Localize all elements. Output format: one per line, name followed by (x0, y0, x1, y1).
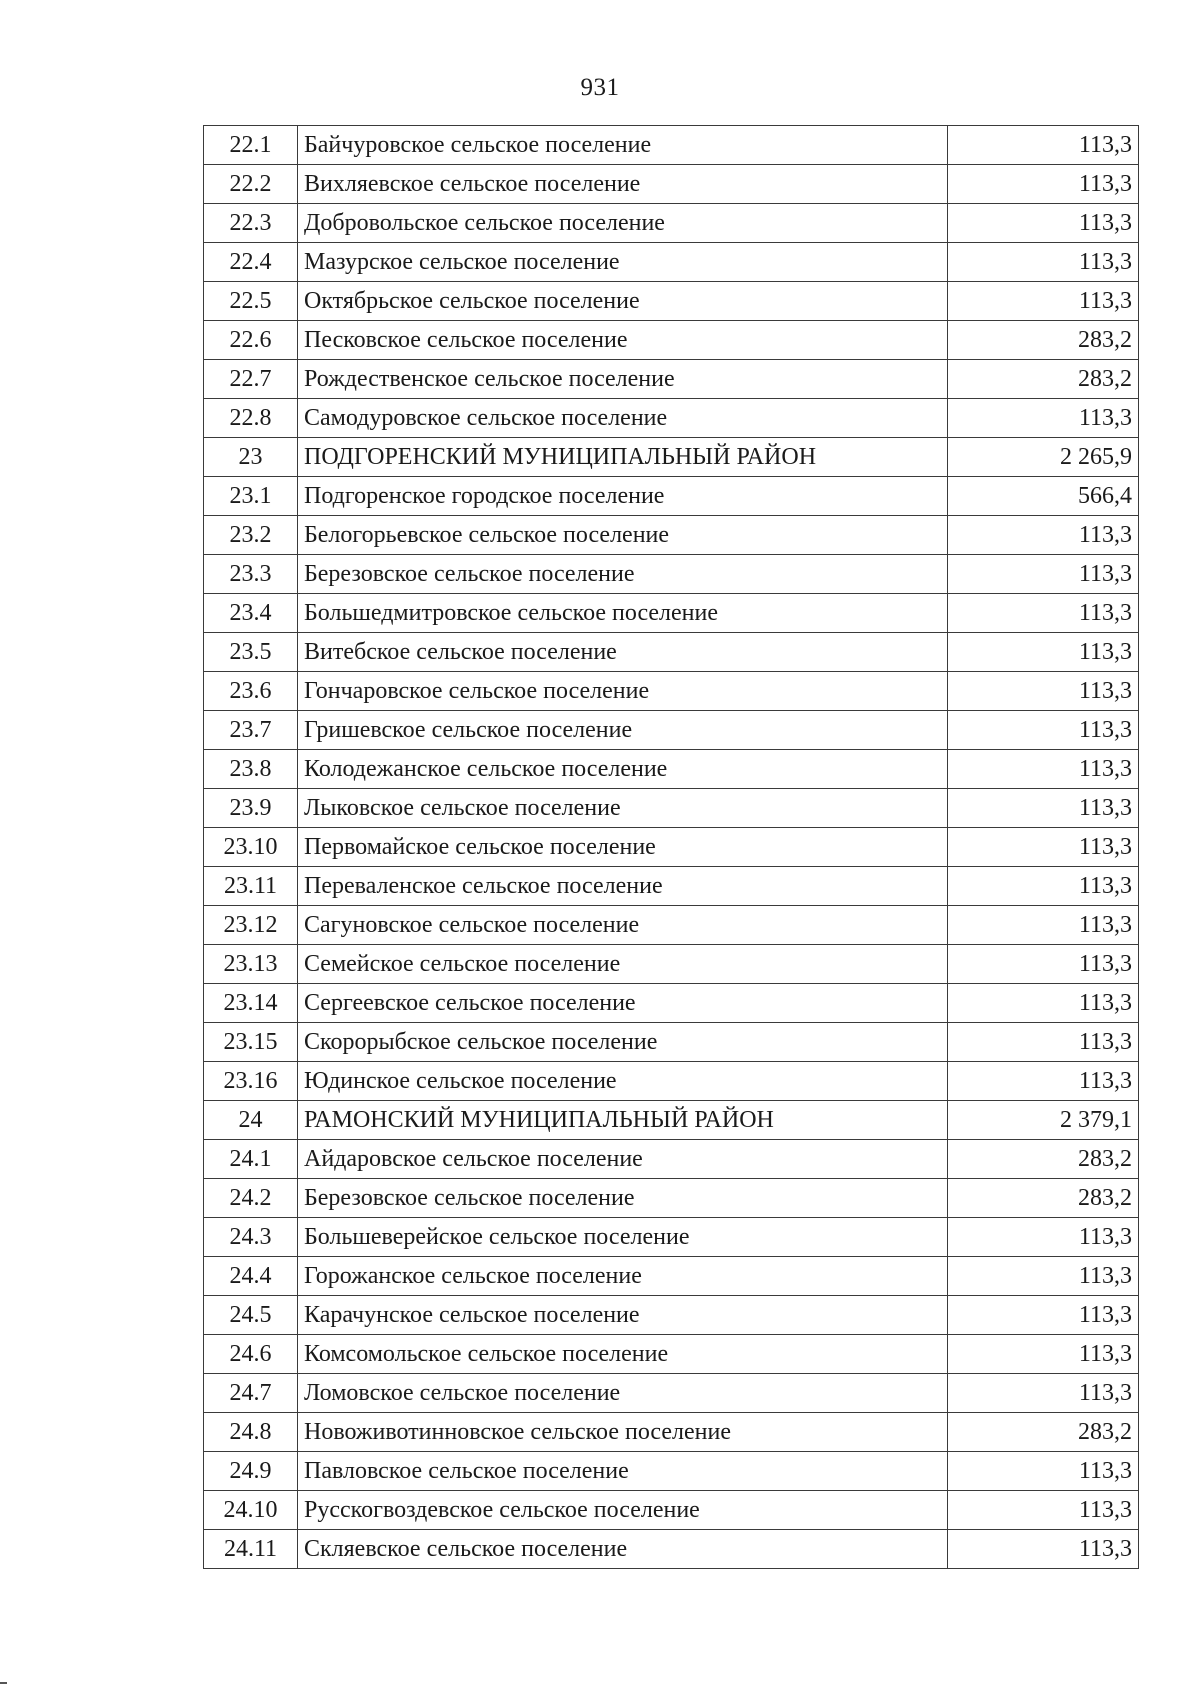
row-number: 24.9 (204, 1452, 298, 1491)
settlement-name: Большеверейское сельское поселение (298, 1218, 948, 1257)
amount-value: 113,3 (948, 906, 1139, 945)
amount-value: 113,3 (948, 1374, 1139, 1413)
settlement-name: Скляевское сельское поселение (298, 1530, 948, 1569)
table-row (204, 282, 1139, 321)
settlement-name: Витебское сельское поселение (298, 633, 948, 672)
settlement-name: Песковское сельское поселение (298, 321, 948, 360)
amount-value: 2 379,1 (948, 1101, 1139, 1140)
row-number: 23.16 (204, 1062, 298, 1101)
page-number: 931 (580, 74, 620, 101)
settlement-name: Лыковское сельское поселение (298, 789, 948, 828)
settlement-name: Большедмитровское сельское поселение (298, 594, 948, 633)
amount-value: 113,3 (948, 1023, 1139, 1062)
settlement-name: Гришевское сельское поселение (298, 711, 948, 750)
amount-value: 113,3 (948, 126, 1139, 165)
settlement-name: Октябрьское сельское поселение (298, 282, 948, 321)
table-row (204, 204, 1139, 243)
amount-value: 113,3 (948, 633, 1139, 672)
settlement-name: Юдинское сельское поселение (298, 1062, 948, 1101)
table-row (204, 1452, 1139, 1491)
row-number: 24 (204, 1101, 298, 1140)
table-row (204, 555, 1139, 594)
row-number: 23.7 (204, 711, 298, 750)
table-row (204, 1374, 1139, 1413)
settlement-name: Новоживотинновское сельское поселение (298, 1413, 948, 1452)
amount-value: 113,3 (948, 945, 1139, 984)
settlement-name: ПОДГОРЕНСКИЙ МУНИЦИПАЛЬНЫЙ РАЙОН (298, 438, 948, 477)
amount-value: 113,3 (948, 555, 1139, 594)
table-row (204, 945, 1139, 984)
settlement-name: Комсомольское сельское поселение (298, 1335, 948, 1374)
table-row (204, 711, 1139, 750)
row-number: 22.2 (204, 165, 298, 204)
row-number: 24.7 (204, 1374, 298, 1413)
amount-value: 113,3 (948, 867, 1139, 906)
row-number: 24.11 (204, 1530, 298, 1569)
table-row (204, 1179, 1139, 1218)
amount-value: 113,3 (948, 789, 1139, 828)
amount-value: 113,3 (948, 1452, 1139, 1491)
settlement-name: Ломовское сельское поселение (298, 1374, 948, 1413)
row-number: 24.3 (204, 1218, 298, 1257)
table-row (204, 789, 1139, 828)
table-body (204, 126, 1139, 1569)
amount-value: 113,3 (948, 750, 1139, 789)
row-number: 24.10 (204, 1491, 298, 1530)
table-row (204, 438, 1139, 477)
amount-value: 283,2 (948, 360, 1139, 399)
table-row (204, 1062, 1139, 1101)
amount-value: 113,3 (948, 204, 1139, 243)
row-number: 23.4 (204, 594, 298, 633)
table-row (204, 750, 1139, 789)
table-row (204, 1296, 1139, 1335)
row-number: 22.1 (204, 126, 298, 165)
settlement-name: Переваленское сельское поселение (298, 867, 948, 906)
row-number: 22.6 (204, 321, 298, 360)
row-number: 23.12 (204, 906, 298, 945)
settlement-name: Скорорыбское сельское поселение (298, 1023, 948, 1062)
scan-edge-mark (0, 1682, 7, 1684)
amount-value: 113,3 (948, 243, 1139, 282)
row-number: 22.3 (204, 204, 298, 243)
settlement-name: Первомайское сельское поселение (298, 828, 948, 867)
table-row (204, 828, 1139, 867)
settlement-name: Рождественское сельское поселение (298, 360, 948, 399)
amount-value: 113,3 (948, 672, 1139, 711)
settlement-name: Байчуровское сельское поселение (298, 126, 948, 165)
amount-value: 113,3 (948, 984, 1139, 1023)
table-row (204, 1413, 1139, 1452)
table-row (204, 360, 1139, 399)
row-number: 23.6 (204, 672, 298, 711)
row-number: 22.5 (204, 282, 298, 321)
table-row (204, 1101, 1139, 1140)
settlement-name: Самодуровское сельское поселение (298, 399, 948, 438)
amount-value: 113,3 (948, 1491, 1139, 1530)
amount-value: 113,3 (948, 282, 1139, 321)
table-row (204, 165, 1139, 204)
amount-value: 113,3 (948, 1296, 1139, 1335)
row-number: 24.8 (204, 1413, 298, 1452)
table-row (204, 399, 1139, 438)
row-number: 23.9 (204, 789, 298, 828)
settlement-name: Добровольское сельское поселение (298, 204, 948, 243)
amount-value: 113,3 (948, 1062, 1139, 1101)
table-row (204, 126, 1139, 165)
amount-value: 113,3 (948, 1335, 1139, 1374)
amount-value: 283,2 (948, 321, 1139, 360)
settlement-name: Колодежанское сельское поселение (298, 750, 948, 789)
table-row (204, 984, 1139, 1023)
row-number: 22.8 (204, 399, 298, 438)
settlement-name: Подгоренское городское поселение (298, 477, 948, 516)
row-number: 24.6 (204, 1335, 298, 1374)
settlements-table (203, 125, 1139, 1569)
table-row (204, 1023, 1139, 1062)
row-number: 23.14 (204, 984, 298, 1023)
settlement-name: Семейское сельское поселение (298, 945, 948, 984)
amount-value: 113,3 (948, 399, 1139, 438)
row-number: 23.1 (204, 477, 298, 516)
row-number: 24.1 (204, 1140, 298, 1179)
amount-value: 113,3 (948, 711, 1139, 750)
amount-value: 283,2 (948, 1140, 1139, 1179)
table-row (204, 477, 1139, 516)
row-number: 23.11 (204, 867, 298, 906)
row-number: 22.7 (204, 360, 298, 399)
settlement-name: Вихляевское сельское поселение (298, 165, 948, 204)
table-row (204, 1335, 1139, 1374)
table-row (204, 633, 1139, 672)
table-row (204, 672, 1139, 711)
table-row (204, 1140, 1139, 1179)
row-number: 24.4 (204, 1257, 298, 1296)
row-number: 23.3 (204, 555, 298, 594)
settlement-name: Мазурское сельское поселение (298, 243, 948, 282)
amount-value: 566,4 (948, 477, 1139, 516)
row-number: 23.2 (204, 516, 298, 555)
row-number: 23.13 (204, 945, 298, 984)
amount-value: 113,3 (948, 1530, 1139, 1569)
settlement-name: Белогорьевское сельское поселение (298, 516, 948, 555)
amount-value: 113,3 (948, 1218, 1139, 1257)
settlement-name: Айдаровское сельское поселение (298, 1140, 948, 1179)
settlement-name: Березовское сельское поселение (298, 1179, 948, 1218)
amount-value: 283,2 (948, 1179, 1139, 1218)
settlement-name: РАМОНСКИЙ МУНИЦИПАЛЬНЫЙ РАЙОН (298, 1101, 948, 1140)
settlement-name: Русскогвоздевское сельское поселение (298, 1491, 948, 1530)
row-number: 24.2 (204, 1179, 298, 1218)
settlement-name: Сагуновское сельское поселение (298, 906, 948, 945)
table-row (204, 516, 1139, 555)
settlement-name: Карачунское сельское поселение (298, 1296, 948, 1335)
table-row (204, 321, 1139, 360)
table-row (204, 906, 1139, 945)
table-row (204, 867, 1139, 906)
table-row (204, 594, 1139, 633)
amount-value: 2 265,9 (948, 438, 1139, 477)
settlement-name: Горожанское сельское поселение (298, 1257, 948, 1296)
amount-value: 113,3 (948, 1257, 1139, 1296)
amount-value: 113,3 (948, 516, 1139, 555)
row-number: 23.8 (204, 750, 298, 789)
row-number: 23.10 (204, 828, 298, 867)
table-row (204, 243, 1139, 282)
table-row (204, 1491, 1139, 1530)
row-number: 24.5 (204, 1296, 298, 1335)
table-row (204, 1530, 1139, 1569)
row-number: 23 (204, 438, 298, 477)
settlement-name: Сергеевское сельское поселение (298, 984, 948, 1023)
settlement-name: Павловское сельское поселение (298, 1452, 948, 1491)
amount-value: 113,3 (948, 594, 1139, 633)
settlement-name: Березовское сельское поселение (298, 555, 948, 594)
row-number: 23.5 (204, 633, 298, 672)
row-number: 22.4 (204, 243, 298, 282)
settlement-name: Гончаровское сельское поселение (298, 672, 948, 711)
table-row (204, 1257, 1139, 1296)
amount-value: 113,3 (948, 165, 1139, 204)
amount-value: 113,3 (948, 828, 1139, 867)
row-number: 23.15 (204, 1023, 298, 1062)
amount-value: 283,2 (948, 1413, 1139, 1452)
table-row (204, 1218, 1139, 1257)
